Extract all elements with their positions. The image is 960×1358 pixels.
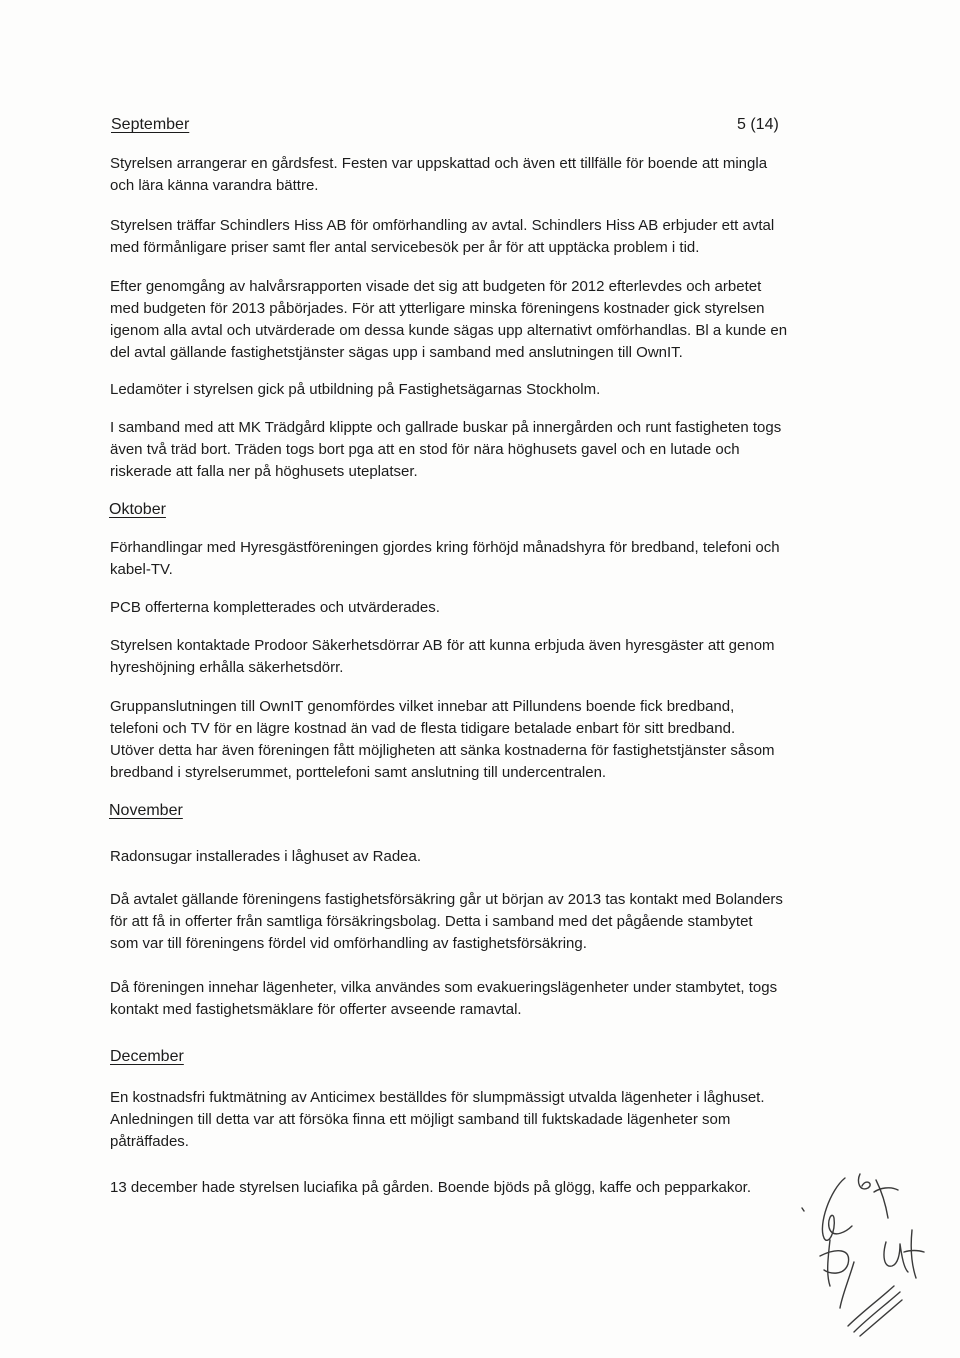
heading-september: September [111,116,190,133]
text-line: Styrelsen kontaktade Prodoor Säkerhetsdörrar AB för att kunna erbjuda även hyresgäster att genom [110,637,775,654]
paragraph [110,276,845,364]
paragraph [110,153,845,197]
text-line: Då föreningen innehar lägenheter, vilka användes som evakueringslägenheter under stambytet, togs [110,979,778,996]
paragraph [110,696,845,784]
text-line: Då avtalet gällande föreningens fastighetsförsäkring går ut början av 2013 tas kontakt med Bolanders [110,891,783,908]
paragraph [110,635,845,679]
paragraph [110,379,845,401]
paragraph [110,537,845,581]
paragraph [110,215,845,259]
text-line: igenom alla avtal och utvärderade om dessa kunde sägas upp alternativt omförhandlas. Bl a kunde en [110,322,788,339]
text-line: Gruppanslutningen till OwnIT genomfördes vilket innebar att Pillundens boende fick bredband, [110,698,735,715]
text-line: Styrelsen arrangerar en gårdsfest. Festen var uppskattad och även ett tillfälle för boende att mingla [110,155,768,172]
text-line: En kostnadsfri fuktmätning av Anticimex beställdes för slumpmässigt utvalda lägenheter i låghuset. [110,1089,765,1106]
paragraph [110,977,845,1021]
paragraph [110,1177,845,1199]
text-line: riskerade att falla ner på höghusets uteplatser. [110,463,418,480]
heading-december: December [110,1048,184,1065]
text-line: hyreshöjning erhålla säkerhetsdörr. [110,659,344,676]
text-line: Utöver detta har även föreningen fått möjligheten att sänka kostnaderna för fastighetstjänster såsom [110,742,775,759]
paragraph [110,1087,845,1153]
heading-november: November [109,802,183,819]
text-line: och lära känna varandra bättre. [110,177,319,194]
paragraph [110,597,845,619]
text-line: för att få in offerter från samtliga försäkringsbolag. Detta i samband med det pågående stambytet [110,913,753,930]
paragraph [110,889,845,955]
text-line: Radonsugar installerades i låghuset av Radea. [110,848,422,865]
text-line: Anledningen till detta var att försöka finna ett möjligt samband till fuktskadade lägenheter som [110,1111,731,1128]
paragraph [110,417,845,483]
text-line: Styrelsen träffar Schindlers Hiss AB för omförhandling av avtal. Schindlers Hiss AB erbjuder ett avtal [110,217,775,234]
text-line: Efter genomgång av halvårsrapporten visade det sig att budgeten för 2012 efterlevdes och arbetet [110,278,762,295]
text-line: som var till föreningens fördel vid omförhandling av fastighetsförsäkring. [110,935,587,952]
page-number: 5 (14) [737,116,779,133]
text-line: även två träd bort. Träden togs bort pga att en stod för nära höghusets gavel och en lutade och [110,441,740,458]
text-line: kontakt med fastighetsmäklare för offerter avseende ramavtal. [110,1001,522,1018]
text-line: kabel-TV. [110,561,173,578]
text-line: PCB offerterna kompletterades och utvärderades. [110,599,440,616]
text-line: med förmånligare priser samt fler antal servicebesök per år för att upptäcka problem i tid. [110,239,700,256]
text-line: 13 december hade styrelsen luciafika på gården. Boende bjöds på glögg, kaffe och pepparkakor. [110,1179,751,1196]
text-line: bredband i styrelserummet, porttelefoni samt anslutning till undercentralen. [110,764,607,781]
heading-oktober: Oktober [109,501,166,518]
text-line: I samband med att MK Trädgård klippte och gallrade buskar på innergården och runt fastigheten togs [110,419,782,436]
text-line: Förhandlingar med Hyresgästföreningen gjordes kring förhöjd månadshyra för bredband, telefoni och [110,539,780,556]
text-line: telefoni och TV för en lägre kostnad än vad de flesta tidigare betalade enbart för sitt bredband. [110,720,736,737]
handwritten-signatures [790,1170,940,1340]
text-line: del avtal gällande fastighetstjänster sägas upp i samband med anslutningen till OwnIT. [110,344,683,361]
paragraph [110,846,845,868]
text-line: påträffades. [110,1133,189,1150]
text-line: med budgeten för 2013 påbörjades. För att ytterligare minska föreningens kostnader gick styrelsen [110,300,765,317]
text-line: Ledamöter i styrelsen gick på utbildning på Fastighetsägarnas Stockholm. [110,381,601,398]
